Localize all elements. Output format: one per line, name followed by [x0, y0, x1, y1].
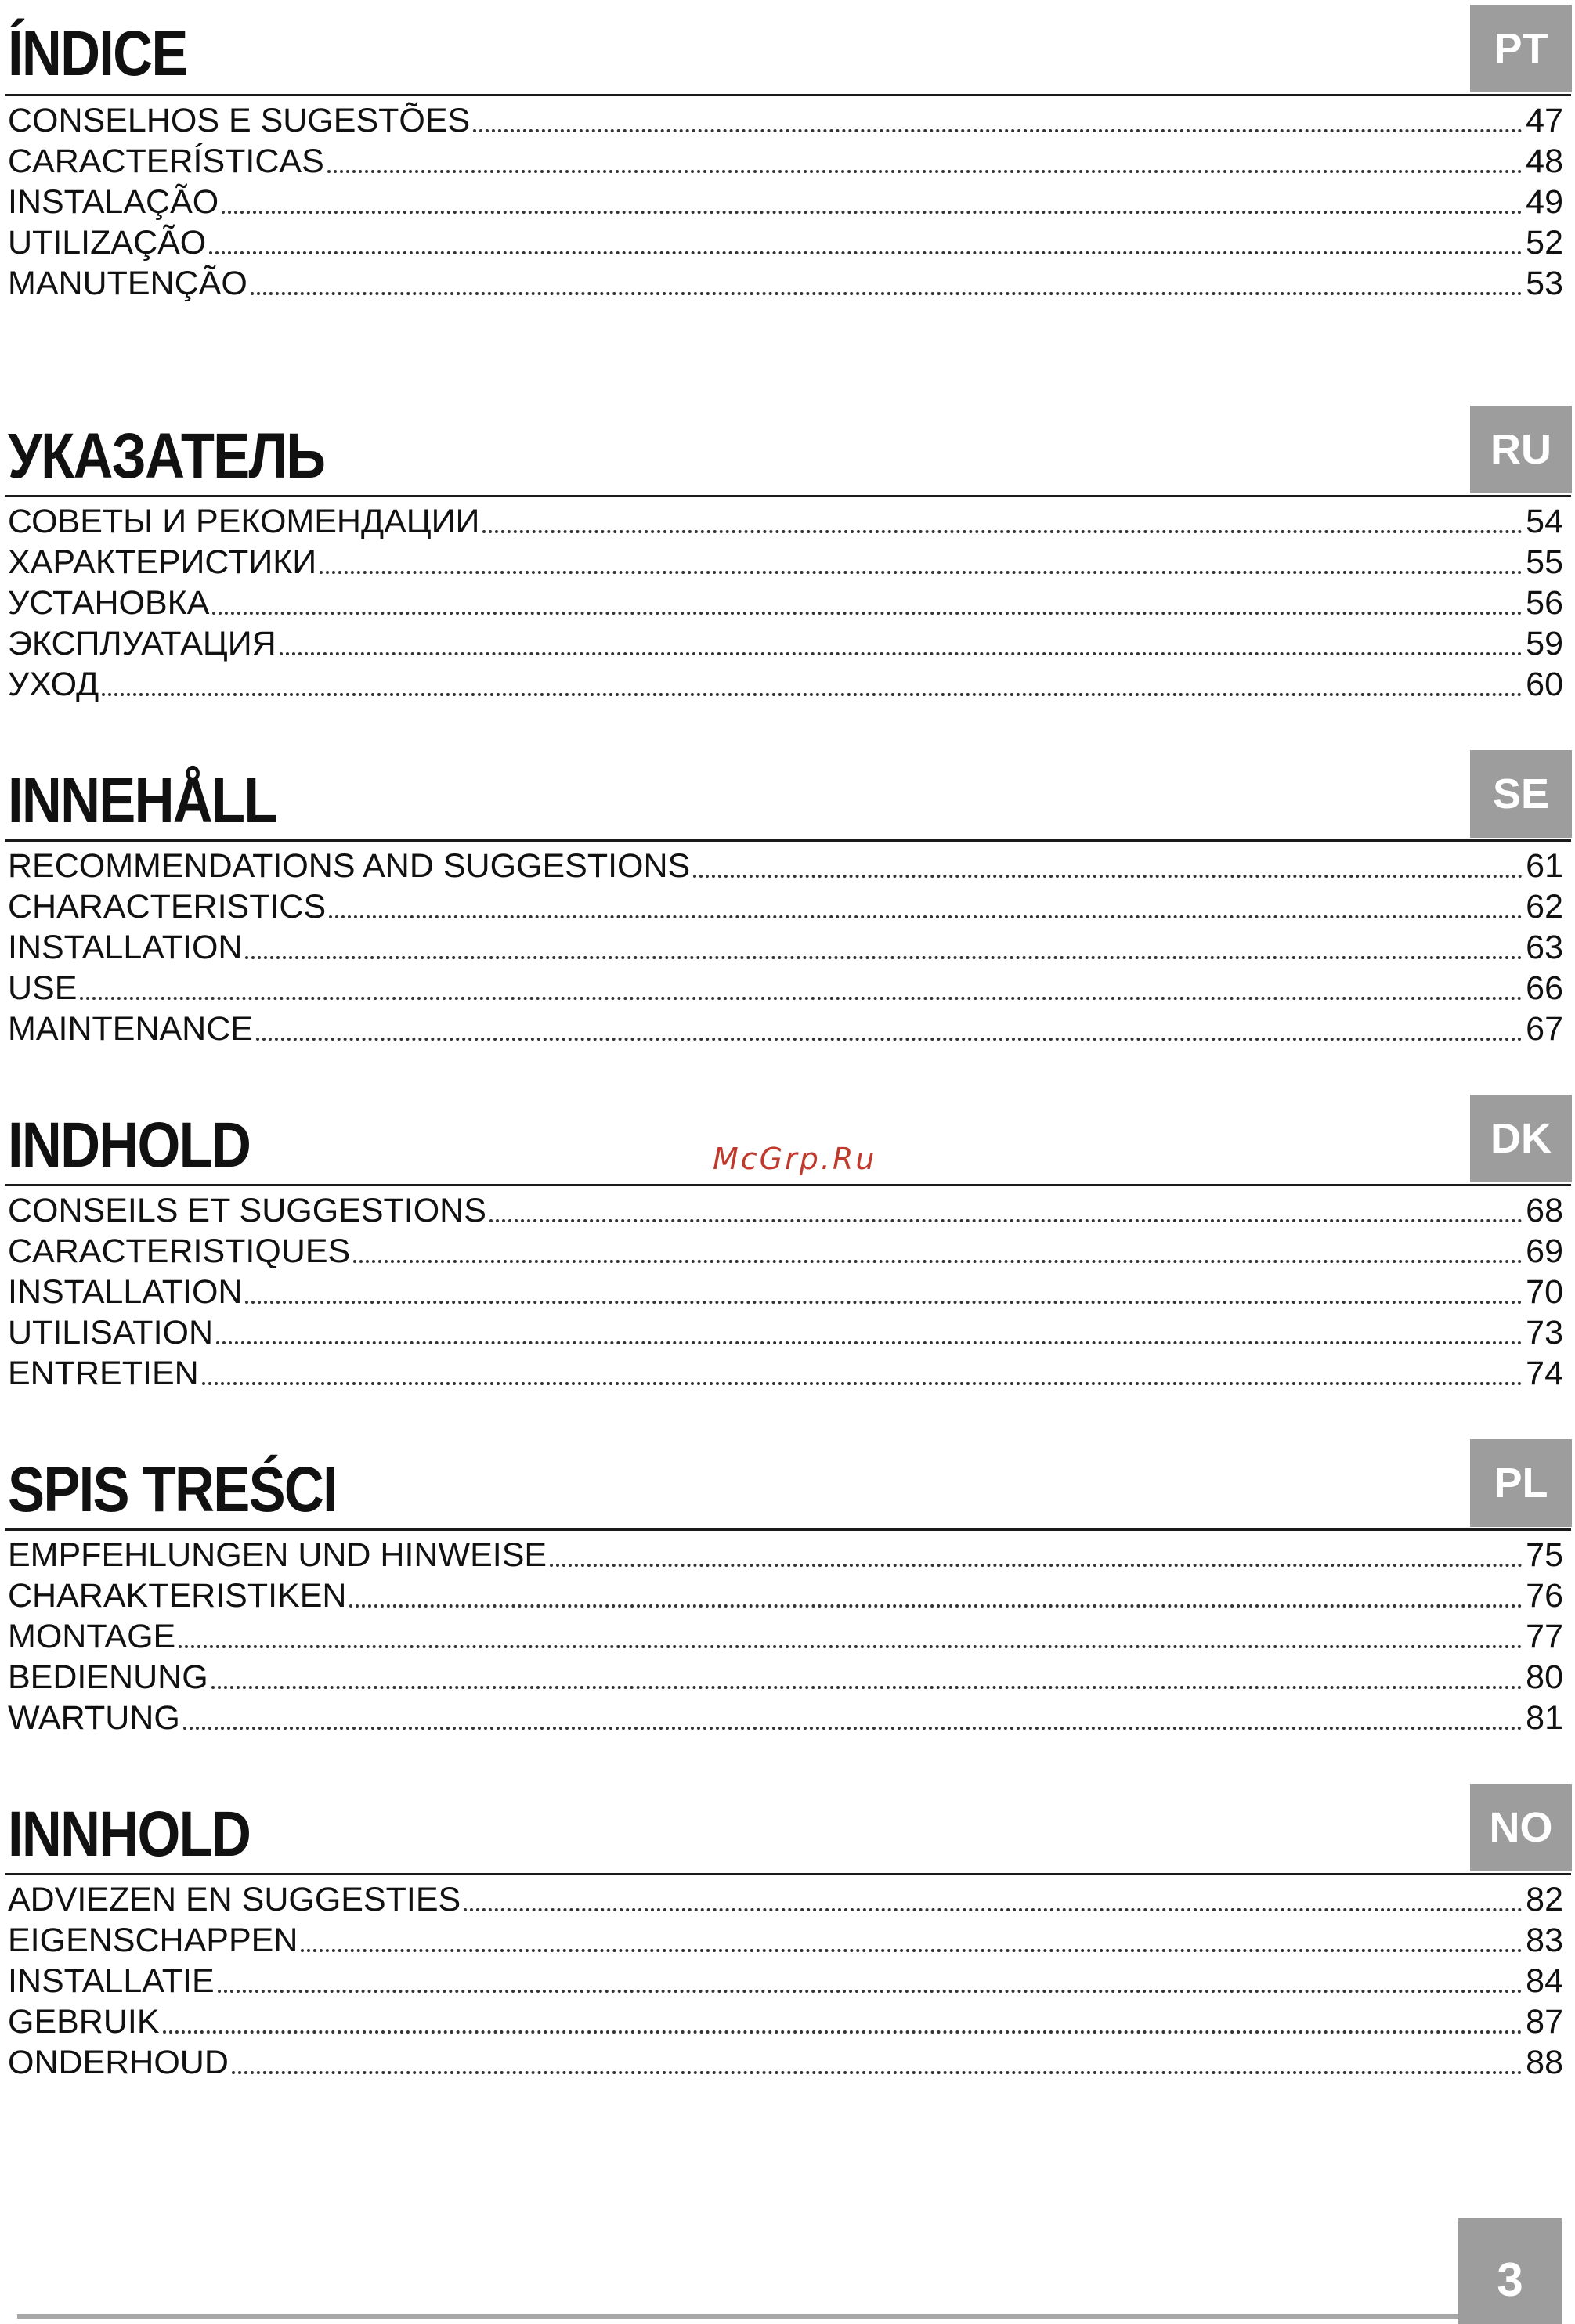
entry-label: ХАРАКТЕРИСТИКИ [8, 543, 317, 581]
dot-leader [218, 1990, 1523, 1993]
toc-entry[interactable] [8, 1189, 1563, 1229]
dot-leader [251, 292, 1523, 295]
entry-label: UTILIZAÇÃO [8, 224, 207, 262]
dot-leader [464, 1908, 1523, 1911]
dot-leader [693, 875, 1523, 878]
toc-entry[interactable] [8, 581, 1563, 622]
dot-leader [209, 251, 1523, 254]
entry-list [8, 500, 1563, 703]
entry-page: 55 [1526, 543, 1563, 581]
entry-page: 59 [1526, 625, 1563, 662]
toc-entry[interactable] [8, 2000, 1563, 2041]
toc-entry[interactable] [8, 262, 1563, 302]
footer-rule [17, 2314, 1537, 2319]
dot-leader [202, 1382, 1523, 1385]
entry-list [8, 1878, 1563, 2081]
entry-page: 47 [1526, 102, 1563, 139]
entry-label: GEBRUIK [8, 2003, 160, 2041]
toc-entry[interactable] [8, 139, 1563, 180]
toc-entry[interactable] [8, 966, 1563, 1007]
entry-label: RECOMMENDATIONS AND SUGGESTIONS [8, 847, 691, 885]
entry-label: CONSELHOS E SUGESTÕES [8, 102, 471, 139]
entry-label: MONTAGE [8, 1618, 176, 1655]
section-title: INNHOLD [8, 1799, 251, 1870]
dot-leader [211, 1686, 1523, 1689]
toc-entry[interactable] [8, 1615, 1563, 1655]
language-badge: PL [1470, 1439, 1572, 1527]
entry-label: УСТАНОВКА [8, 584, 210, 622]
dot-leader [216, 1341, 1523, 1344]
entry-label: INSTALLATION [8, 929, 243, 966]
toc-entry[interactable] [8, 1918, 1563, 1959]
dot-leader [489, 1219, 1523, 1222]
entry-page: 60 [1526, 666, 1563, 703]
entry-label: CHARACTERISTICS [8, 888, 327, 926]
toc-entry[interactable] [8, 926, 1563, 966]
dot-leader [179, 1645, 1523, 1648]
toc-entry[interactable] [8, 1229, 1563, 1270]
dot-leader [245, 956, 1523, 959]
toc-entry[interactable] [8, 99, 1563, 139]
dot-leader [482, 530, 1523, 533]
toc-entry[interactable] [8, 1696, 1563, 1737]
dot-leader [301, 1949, 1523, 1952]
entry-page: 56 [1526, 584, 1563, 622]
entry-page: 49 [1526, 183, 1563, 221]
toc-entry[interactable] [8, 1270, 1563, 1311]
entry-page: 66 [1526, 969, 1563, 1007]
entry-label: INSTALLATION [8, 1273, 243, 1311]
dot-leader [280, 652, 1523, 655]
dot-leader [222, 211, 1523, 214]
entry-page: 61 [1526, 847, 1563, 885]
entry-label: СОВЕТЫ И РЕКОМЕНДАЦИИ [8, 503, 480, 540]
section-divider [5, 1873, 1571, 1875]
entry-label: CHARAKTERISTIKEN [8, 1577, 347, 1615]
entry-page: 63 [1526, 929, 1563, 966]
section-title: ÍNDICE [8, 18, 187, 89]
dot-leader [245, 1301, 1523, 1304]
dot-leader [353, 1260, 1523, 1263]
entry-page: 77 [1526, 1618, 1563, 1655]
entry-label: USE [8, 969, 78, 1007]
entry-list [8, 844, 1563, 1048]
entry-page: 80 [1526, 1658, 1563, 1696]
entry-label: INSTALAÇÃO [8, 183, 219, 221]
entry-page: 73 [1526, 1314, 1563, 1351]
entry-page: 52 [1526, 224, 1563, 262]
entry-label: MAINTENANCE [8, 1010, 253, 1048]
section-divider [5, 1528, 1571, 1531]
language-badge: RU [1470, 406, 1572, 493]
entry-list [8, 1533, 1563, 1737]
entry-label: EMPFEHLUNGEN UND HINWEISE [8, 1536, 547, 1574]
entry-label: УХОД [8, 666, 99, 703]
entry-page: 81 [1526, 1699, 1563, 1737]
entry-page: 68 [1526, 1192, 1563, 1229]
entry-page: 87 [1526, 2003, 1563, 2041]
toc-entry[interactable] [8, 2041, 1563, 2081]
toc-entry[interactable] [8, 1655, 1563, 1696]
entry-label: UTILISATION [8, 1314, 214, 1351]
entry-page: 54 [1526, 503, 1563, 540]
language-badge: NO [1470, 1784, 1572, 1871]
toc-entry[interactable] [8, 844, 1563, 885]
entry-label: ENTRETIEN [8, 1355, 199, 1392]
toc-entry[interactable] [8, 500, 1563, 540]
entry-list [8, 1189, 1563, 1392]
toc-entry[interactable] [8, 1878, 1563, 1918]
page-number-badge [1458, 2218, 1562, 2324]
toc-entry[interactable] [8, 662, 1563, 703]
toc-entry[interactable] [8, 1533, 1563, 1574]
entry-label: EIGENSCHAPPEN [8, 1922, 298, 1959]
entry-page: 67 [1526, 1010, 1563, 1048]
entry-label: WARTUNG [8, 1699, 180, 1737]
entry-page: 82 [1526, 1881, 1563, 1918]
section-title: INDHOLD [8, 1110, 251, 1181]
entry-label: MANUTENÇÃO [8, 265, 247, 302]
entry-page: 62 [1526, 888, 1563, 926]
entry-page: 76 [1526, 1577, 1563, 1615]
dot-leader [212, 612, 1523, 615]
entry-list [8, 99, 1563, 302]
entry-page: 83 [1526, 1922, 1563, 1959]
toc-entry[interactable] [8, 1007, 1563, 1048]
dot-leader [327, 170, 1523, 173]
section-title: INNEHÅLL [8, 765, 276, 836]
toc-entry[interactable] [8, 221, 1563, 262]
toc-entry[interactable] [8, 180, 1563, 221]
language-badge: DK [1470, 1095, 1572, 1182]
toc-entry[interactable] [8, 540, 1563, 581]
dot-leader [256, 1038, 1523, 1041]
section-divider [5, 94, 1571, 96]
toc-entry[interactable] [8, 622, 1563, 662]
entry-label: CARACTERISTIQUES [8, 1232, 351, 1270]
entry-page: 48 [1526, 143, 1563, 180]
dot-leader [183, 1727, 1523, 1730]
entry-label: CONSEILS ET SUGGESTIONS [8, 1192, 486, 1229]
entry-page: 69 [1526, 1232, 1563, 1270]
entry-page: 75 [1526, 1536, 1563, 1574]
toc-entry[interactable] [8, 1351, 1563, 1392]
dot-leader [232, 2071, 1523, 2074]
entry-page: 74 [1526, 1355, 1563, 1392]
dot-leader [80, 997, 1523, 1000]
dot-leader [329, 915, 1523, 918]
section-divider [5, 839, 1571, 842]
section-title: SPIS TREŚCI [8, 1454, 337, 1525]
section-title: УКАЗАТЕЛЬ [8, 420, 325, 492]
dot-leader [550, 1564, 1523, 1567]
entry-page: 53 [1526, 265, 1563, 302]
section-divider [5, 1184, 1571, 1186]
dot-leader [320, 571, 1523, 574]
entry-label: ADVIEZEN EN SUGGESTIES [8, 1881, 461, 1918]
entry-label: CARACTERÍSTICAS [8, 143, 324, 180]
dot-leader [473, 129, 1523, 132]
entry-page: 70 [1526, 1273, 1563, 1311]
entry-label: INSTALLATIE [8, 1962, 215, 2000]
language-badge: SE [1470, 750, 1572, 838]
entry-label: ONDERHOUD [8, 2044, 229, 2081]
section-divider [5, 495, 1571, 497]
entry-page: 88 [1526, 2044, 1563, 2081]
entry-label: ЭКСПЛУАТАЦИЯ [8, 625, 276, 662]
entry-label: BEDIENUNG [8, 1658, 208, 1696]
dot-leader [102, 693, 1523, 696]
dot-leader [163, 2030, 1523, 2034]
toc-entry[interactable] [8, 1574, 1563, 1615]
watermark: McGrp.Ru [713, 1142, 877, 1176]
toc-entry[interactable] [8, 1311, 1563, 1351]
entry-page: 84 [1526, 1962, 1563, 2000]
toc-entry[interactable] [8, 885, 1563, 926]
page-number: 3 [1497, 2254, 1523, 2306]
toc-entry[interactable] [8, 1959, 1563, 2000]
language-badge: PT [1470, 5, 1572, 92]
dot-leader [349, 1604, 1523, 1608]
